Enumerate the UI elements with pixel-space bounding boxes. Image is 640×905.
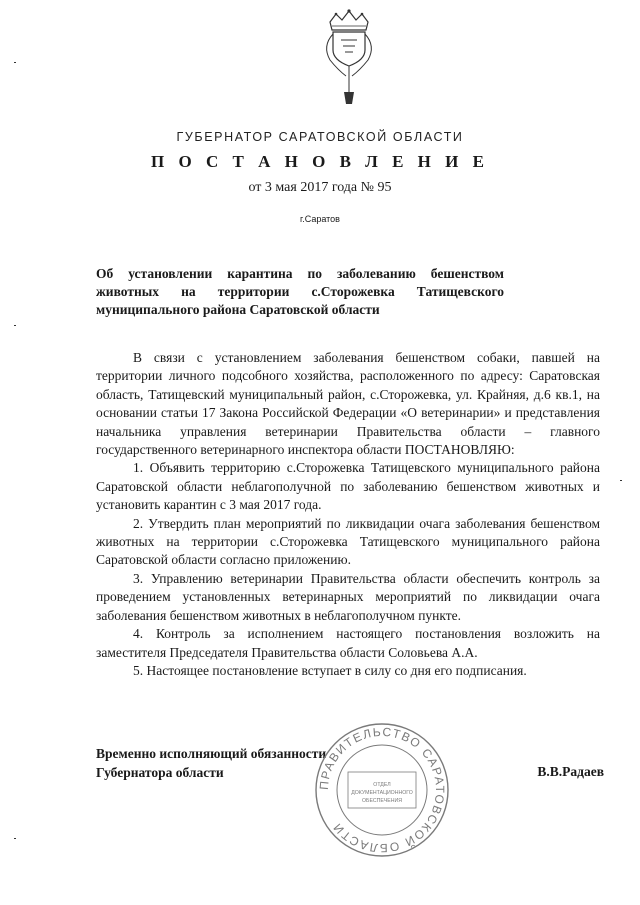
scan-speck (620, 480, 622, 481)
body-item-3: 3. Управлению ветеринарии Правительства области обеспечить контроль за проведением установленных ветеринарных мероприятий по ликвидации очага заболевания бешенством животных в неблагополучном пункте. (96, 570, 600, 623)
document-subject: Об установлении карантина по заболеванию бешенством животных на территории с.Сторожевка Татищевского муниципального района Саратовской области (96, 266, 504, 317)
document-body (96, 349, 600, 680)
signatory-name: В.В.Радаев (537, 764, 604, 779)
signatory-position-line1: Временно исполняющий обязанности (96, 746, 327, 761)
scan-speck (14, 62, 16, 63)
body-item-2: 2. Утвердить план мероприятий по ликвидации очага заболевания бешенством животных на территории с.Сторожевка Татищевского муниципального района Саратовской области согласно приложению. (96, 515, 600, 568)
body-preamble: В связи с установлением заболевания бешенством собаки, павшей на территории личного подсобного хозяйства, расположенного по адресу: Саратовская область, Татищевский муниципальный район, с.Сторожевка, ул. Крайняя, д.6 кв.1, на основании статьи 17 Закона Российской Федерации «О ветеринарии» и представления начальника управления ветеринарии Правительства области – главного государственного ветеринарного инспектора области ПОСТАНОВЛЯЮ: (96, 350, 600, 458)
svg-text:ОТДЕЛ: ОТДЕЛ (373, 782, 391, 788)
scan-speck (14, 325, 16, 326)
stamp-ring-text: ПРАВИТЕЛЬСТВО САРАТОВСКОЙ ОБЛАСТИ (316, 724, 448, 856)
issuing-authority: ГУБЕРНАТОР САРАТОВСКОЙ ОБЛАСТИ (176, 130, 464, 144)
document-date-number: от 3 мая 2017 года № 95 (248, 180, 392, 195)
document-city: г.Саратов (300, 214, 340, 224)
svg-text:ДОКУМЕНТАЦИОННОГО: ДОКУМЕНТАЦИОННОГО (351, 790, 413, 796)
official-stamp-icon (312, 720, 452, 860)
coat-of-arms-icon (318, 8, 380, 108)
body-item-1: 1. Объявить территорию с.Сторожевка Татищевского муниципального района Саратовской области неблагополучной по заболеванию бешенством животных и установить карантин с 3 мая 2017 года. (96, 460, 600, 513)
svg-text:ОБЕСПЕЧЕНИЯ: ОБЕСПЕЧЕНИЯ (362, 798, 402, 804)
body-item-5: 5. Настоящее постановление вступает в силу со дня его подписания. (133, 662, 527, 678)
scan-speck (14, 838, 16, 839)
body-item-4: 4. Контроль за исполнением настоящего постановления возложить на заместителя Председателя Правительства области Соловьева А.А. (96, 626, 600, 660)
signatory-position-line2: Губернатора области (96, 765, 224, 780)
document-type-title: П О С Т А Н О В Л Е Н И Е (151, 152, 489, 171)
